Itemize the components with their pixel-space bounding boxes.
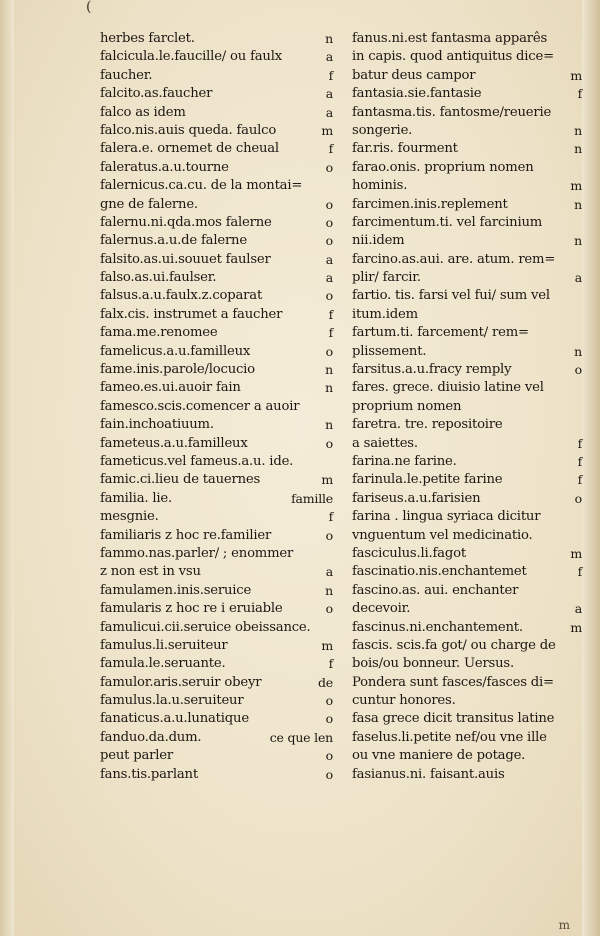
entry-text: faucher. [100,67,153,83]
entry-text: falsito.as.ui.souuet faulser [100,251,271,267]
gender-mark: o [325,196,333,212]
dictionary-entry [352,619,584,637]
entry-text: famula.le.seruante. [100,656,226,672]
dictionary-entry [352,196,584,214]
dictionary-entry [352,527,584,545]
gender-mark: o [325,766,333,782]
dictionary-entry [100,343,335,361]
gender-mark: n [574,141,582,157]
entry-text: falco as idem [100,104,186,120]
gender-mark: ce que len [269,729,333,745]
entry-text: faselus.li.petite nef/ou vne ille [352,729,547,745]
gender-mark: o [325,693,333,709]
entry-text: famulamen.inis.seruice [100,582,252,598]
dictionary-entry [100,287,335,305]
entry-text: falernicus.ca.cu. de la montai= [100,178,303,194]
gender-mark: a [325,270,333,286]
entry-text: decevoir. [352,601,411,617]
entry-text: farinula.le.petite farine [352,472,503,488]
dictionary-entry [100,490,335,508]
gender-mark: n [325,380,333,396]
dictionary-entry [100,104,335,122]
gender-mark: a [325,104,333,120]
dictionary-entry [352,545,584,563]
gender-mark: o [325,159,333,175]
corner-mark: ( [86,0,92,15]
dictionary-entry [100,435,335,453]
bottom-mark: m [558,918,570,932]
entry-text: faretra. tre. repositoire [352,417,503,433]
dictionary-entry [352,67,584,85]
dictionary-entry [100,324,335,342]
entry-text: a saiettes. [352,435,418,451]
dictionary-entry [100,67,335,85]
dictionary-entry [352,563,584,581]
gender-mark: o [325,711,333,727]
entry-text: fasianus.ni. faisant.auis [352,766,505,782]
dictionary-entry [100,269,335,287]
dictionary-entry [352,287,584,305]
entry-text: vnguentum vel medicinatio. [352,527,533,543]
entry-text: falco.nis.auis queda. faulco [100,122,277,138]
gender-mark: o [325,288,333,304]
gender-mark: f [328,509,333,525]
gender-mark: f [328,67,333,83]
gender-mark: o [325,435,333,451]
dictionary-entry [352,582,584,600]
dictionary-entry [352,343,584,361]
entry-text: famularis z hoc re i eruiable [100,601,283,617]
entry-text: falcicula.le.faucille/ ou faulx [100,49,282,65]
gender-mark: f [328,325,333,341]
entry-text: proprium nomen [352,398,462,414]
entry-text: fanduo.da.dum. [100,729,202,745]
entry-text: nii.idem [352,233,405,249]
entry-text: fascinatio.nis.enchantemet [352,564,527,580]
dictionary-entry [100,306,335,324]
entry-text: falera.e. ornemet de cheual [100,141,279,157]
entry-text: fammo.nas.parler/ ; enommer [100,545,294,561]
entry-text: Pondera sunt fasces/fasces di= [352,674,554,690]
entry-text: fantasia.sie.fantasie [352,86,482,102]
gender-mark: m [570,619,582,635]
entry-text: famulus.li.seruiteur [100,637,228,653]
dictionary-entry [352,435,584,453]
dictionary-entry [352,122,584,140]
dictionary-entry [100,159,335,177]
entry-text: plir/ farcir. [352,270,421,286]
entry-text: farcino.as.aui. are. atum. rem= [352,251,556,267]
gender-mark: f [577,472,582,488]
dictionary-entry [100,232,335,250]
gender-mark: n [574,196,582,212]
entry-text: familia. lie. [100,490,172,506]
dictionary-entry [100,563,335,581]
entry-text: itum.idem [352,306,418,322]
dictionary-entry [100,122,335,140]
dictionary-entry [352,766,584,784]
dictionary-entry [352,159,584,177]
dictionary-entry [100,196,335,214]
gender-mark: n [574,233,582,249]
entry-text: songerie. [352,122,413,138]
entry-text: cuntur honores. [352,693,456,709]
dictionary-entry [352,104,584,122]
dictionary-entry [352,729,584,747]
gender-mark: f [577,564,582,580]
gender-mark: a [325,86,333,102]
entry-text: hominis. [352,178,408,194]
entry-text: fascino.as. aui. enchanter [352,582,519,598]
gender-mark: o [325,214,333,230]
gender-mark: a [325,564,333,580]
dictionary-entry [352,655,584,673]
gender-mark: famille [291,490,333,506]
dictionary-entry [100,453,335,471]
gender-mark: o [325,601,333,617]
entry-text: fameticus.vel fameus.a.u. ide. [100,453,294,469]
dictionary-entry [100,747,335,765]
gender-mark: o [574,362,582,378]
dictionary-entry [100,416,335,434]
gender-mark: a [574,270,582,286]
dictionary-entry [352,232,584,250]
entry-text: famic.ci.lieu de tauernes [100,472,261,488]
dictionary-entry [100,637,335,655]
entry-text: herbes farclet. [100,31,195,46]
gender-mark: n [325,362,333,378]
dictionary-entry [352,30,584,48]
dictionary-entry [100,30,335,48]
entry-text: fares. grece. diuisio latine vel [352,380,544,396]
dictionary-entry [352,177,584,195]
dictionary-entry [100,729,335,747]
gender-mark: f [577,86,582,102]
entry-text: fantasma.tis. fantosme/reuerie [352,104,552,120]
dictionary-entry [352,85,584,103]
entry-text: farina.ne farine. [352,453,457,469]
dictionary-entry [352,48,584,66]
entry-text: fasciculus.li.fagot [352,545,466,561]
dictionary-entry [352,269,584,287]
dictionary-entry [100,527,335,545]
dictionary-entry [100,379,335,397]
entry-text: farcimen.inis.replement [352,196,508,212]
entry-text: plissement. [352,343,427,359]
dictionary-entry [100,710,335,728]
dictionary-entry [100,361,335,379]
page-left-edge [0,0,14,936]
gender-mark: o [325,233,333,249]
gender-mark: de [318,674,333,690]
dictionary-entry [352,674,584,692]
gender-mark: n [574,343,582,359]
entry-text: famulor.aris.seruir obeyr [100,674,262,690]
entry-text: mesgnie. [100,509,159,525]
dictionary-entry [100,600,335,618]
entry-text: falsus.a.u.faulx.z.coparat [100,288,263,304]
entry-text: fanus.ni.est fantasma apparês [352,31,548,46]
entry-text: famulus.la.u.seruiteur [100,693,244,709]
dictionary-entry [352,416,584,434]
dictionary-entry [352,361,584,379]
dictionary-entry [352,251,584,269]
entry-text: falcito.as.faucher [100,86,213,102]
gender-mark: m [321,472,333,488]
entry-text: fame.inis.parole/locucio [100,362,255,378]
dictionary-entry [352,379,584,397]
gender-mark: f [577,435,582,451]
dictionary-entry [352,692,584,710]
entry-text: fartum.ti. farcement/ rem= [352,325,529,341]
gender-mark: m [321,122,333,138]
dictionary-entry [100,655,335,673]
dictionary-entry [352,710,584,728]
gender-mark: m [570,67,582,83]
entry-text: familiaris z hoc re.familier [100,527,272,543]
entry-text: ou vne maniere de potage. [352,748,526,764]
dictionary-entry [352,324,584,342]
gender-mark: f [328,141,333,157]
entry-text: fans.tis.parlant [100,766,198,782]
entry-text: fariseus.a.u.farisien [352,490,481,506]
entry-text: farcimentum.ti. vel farcinium [352,214,543,230]
dictionary-entry [100,545,335,563]
gender-mark: n [325,582,333,598]
dictionary-entry [100,508,335,526]
entry-text: falso.as.ui.faulser. [100,270,217,286]
entry-text: famulicui.cii.seruice obeissance. [100,619,311,635]
entry-text: fameo.es.ui.auoir fain [100,380,241,396]
gender-mark: m [321,637,333,653]
entry-text: far.ris. fourment [352,141,458,157]
gender-mark: n [325,417,333,433]
entry-text: faleratus.a.u.tourne [100,159,229,175]
dictionary-entry [100,140,335,158]
entry-text: in capis. quod antiquitus dice= [352,49,554,65]
entry-text: fartio. tis. farsi vel fui/ sum vel [352,288,550,304]
entry-text: fain.inchoatiuum. [100,417,214,433]
dictionary-entry [100,214,335,232]
dictionary-entry [100,85,335,103]
entry-text: farao.onis. proprium nomen [352,159,534,175]
gender-mark: o [325,343,333,359]
dictionary-entry [100,766,335,784]
entry-text: z non est in vsu [100,564,201,580]
dictionary-entry [100,619,335,637]
entry-text: falernus.a.u.de falerne [100,233,247,249]
dictionary-entry [100,251,335,269]
dictionary-entry [352,306,584,324]
dictionary-entry [352,214,584,232]
entry-text: farina . lingua syriaca dicitur [352,509,541,525]
dictionary-entry [100,471,335,489]
gender-mark: m [570,178,582,194]
dictionary-entry [100,48,335,66]
entry-text: fascinus.ni.enchantement. [352,619,523,635]
gender-mark: m [570,545,582,561]
dictionary-entry [352,471,584,489]
gender-mark: a [325,49,333,65]
dictionary-entry [352,490,584,508]
dictionary-entry [352,398,584,416]
page-right-edge [582,0,600,936]
entry-text: falernu.ni.qda.mos falerne [100,214,272,230]
dictionary-entry [100,582,335,600]
entry-text: peut parler [100,748,173,764]
dictionary-entry [352,637,584,655]
dictionary-entry [100,177,335,195]
gender-mark: f [328,656,333,672]
gender-mark: a [574,601,582,617]
gender-mark: o [574,490,582,506]
entry-text: fascis. scis.fa got/ ou charge de [352,637,556,653]
entry-text: famelicus.a.u.familleux [100,343,251,359]
entry-text: fameteus.a.u.familleux [100,435,248,451]
entry-text: falx.cis. instrumet a faucher [100,306,283,322]
dictionary-entry [352,140,584,158]
dictionary-entry [352,453,584,471]
gender-mark: n [325,31,333,46]
entry-text: famesco.scis.comencer a auoir [100,398,300,414]
dictionary-entry [352,600,584,618]
gender-mark: n [574,122,582,138]
left-column [100,30,335,784]
entry-text: batur deus campor [352,67,476,83]
entry-text: farsitus.a.u.fracy remply [352,362,512,378]
gender-mark: o [325,748,333,764]
entry-text: fanaticus.a.u.lunatique [100,711,249,727]
dictionary-entry [100,674,335,692]
gender-mark: f [577,453,582,469]
entry-text: bois/ou bonneur. Uersus. [352,656,514,672]
gender-mark: f [328,306,333,322]
dictionary-entry [352,747,584,765]
entry-text: gne de falerne. [100,196,198,212]
gender-mark: a [325,251,333,267]
right-column [352,30,584,784]
entry-text: fasa grece dicit transitus latine [352,711,555,727]
gender-mark: o [325,527,333,543]
entry-text: fama.me.renomee [100,325,218,341]
dictionary-entry [100,692,335,710]
dictionary-entry [100,398,335,416]
dictionary-entry [352,508,584,526]
